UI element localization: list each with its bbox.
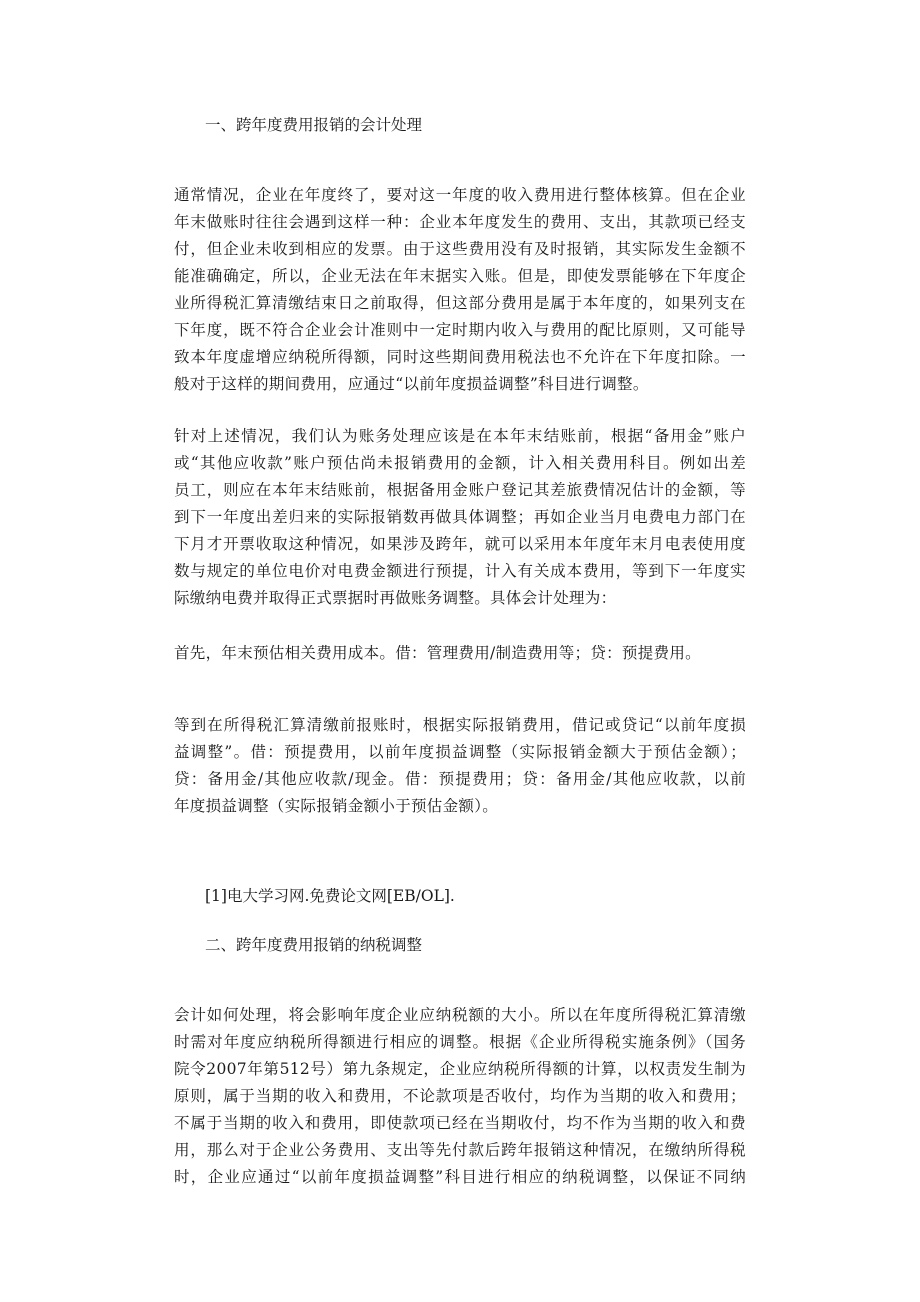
text-line: 般对于这样的期间费用，应通过“以前年度损益调整”科目进行调整。 [174, 375, 649, 393]
text-line: 益调整”。借：预提费用，以前年度损益调整（实际报销金额大于预估金额）； [174, 743, 746, 761]
text-line: 能准确确定，所以，企业无法在年末据实入账。但是，即使发票能够在下年度企 [174, 267, 746, 285]
text-line: 首先，年末预估相关费用成本。借：管理费用/制造费用等；贷：预提费用。 [174, 644, 701, 662]
text-line: 通常情况，企业在年度终了，要对这一年度的收入费用进行整体核算。但在企业 [174, 186, 746, 204]
text-line: 院令2007年第512号）第九条规定，企业应纳税所得额的计算，以权责发生制为 [174, 1060, 746, 1078]
section-1-paragraph-3 [174, 640, 746, 667]
text-line: 时，企业应通过“以前年度损益调整”科目进行相应的纳税调整，以保证不同纳 [174, 1168, 746, 1186]
text-line: 际缴纳电费并取得正式票据时再做账务调整。具体会计处理为： [174, 589, 617, 607]
text-line: 到下一年度出差归来的实际报销数再做具体调整；再如企业当月电费电力部门在 [174, 508, 746, 526]
text-line: 付，但企业未收到相应的发票。由于这些费用没有及时报销，其实际发生金额不 [174, 240, 746, 258]
text-line: 数与规定的单位电价对电费金额进行预提，计入有关成本费用，等到下一年度实 [174, 562, 746, 580]
section-2-heading: 二、跨年度费用报销的纳税调整 [205, 936, 423, 954]
section-1-paragraph-2 [174, 423, 746, 612]
text-line: 贷：备用金/其他应收款/现金。借：预提费用；贷：备用金/其他应收款，以前 [174, 770, 746, 788]
text-line: 原则，属于当期的收入和费用，不论款项是否收付，均作为当期的收入和费用； [174, 1087, 746, 1105]
reference-citation: [1]电大学习网.免费论文网[EB/OL]. [205, 887, 455, 905]
text-line: 时需对年度应纳税所得额进行相应的调整。根据《企业所得税实施条例》（国务 [174, 1033, 746, 1051]
text-line: 致本年度虚增应纳税所得额，同时这些期间费用税法也不允许在下年度扣除。一 [174, 348, 746, 366]
text-line: 员工，则应在本年末结账前，根据备用金账户登记其差旅费情况估计的金额，等 [174, 481, 746, 499]
text-line: 年末做账时往往会遇到这样一种：企业本年度发生的费用、支出，其款项已经支 [174, 213, 746, 231]
text-line: 会计如何处理，将会影响年度企业应纳税额的大小。所以在年度所得税汇算清缴 [174, 1006, 746, 1024]
text-line: 下年度，既不符合企业会计准则中一定时期内收入与费用的配比原则，又可能导 [174, 321, 746, 339]
text-line: 等到在所得税汇算清缴前报账时，根据实际报销费用，借记或贷记“以前年度损 [174, 716, 746, 734]
text-line: 业所得税汇算清缴结束日之前取得，但这部分费用是属于本年度的，如果列支在 [174, 294, 746, 312]
text-line: 不属于当期的收入和费用，即使款项已经在当期收付，均不作为当期的收入和费 [174, 1114, 746, 1132]
text-line: 下月才开票收取这种情况，如果涉及跨年，就可以采用本年度年末月电表使用度 [174, 535, 746, 553]
section-2-paragraph-1 [174, 1002, 746, 1191]
section-1-heading: 一、跨年度费用报销的会计处理 [205, 116, 423, 134]
text-line: 针对上述情况，我们认为账务处理应该是在本年末结账前，根据“备用金”账户 [174, 427, 746, 445]
text-line: 或“其他应收款”账户预估尚未报销费用的金额，计入相关费用科目。例如出差 [174, 454, 746, 472]
section-1-paragraph-1 [174, 182, 746, 398]
section-1-paragraph-4 [174, 712, 746, 820]
text-line: 年度损益调整（实际报销金额小于预估金额）。 [174, 797, 499, 815]
text-line: 用，那么对于企业公务费用、支出等先付款后跨年报销这种情况，在缴纳所得税 [174, 1141, 746, 1159]
